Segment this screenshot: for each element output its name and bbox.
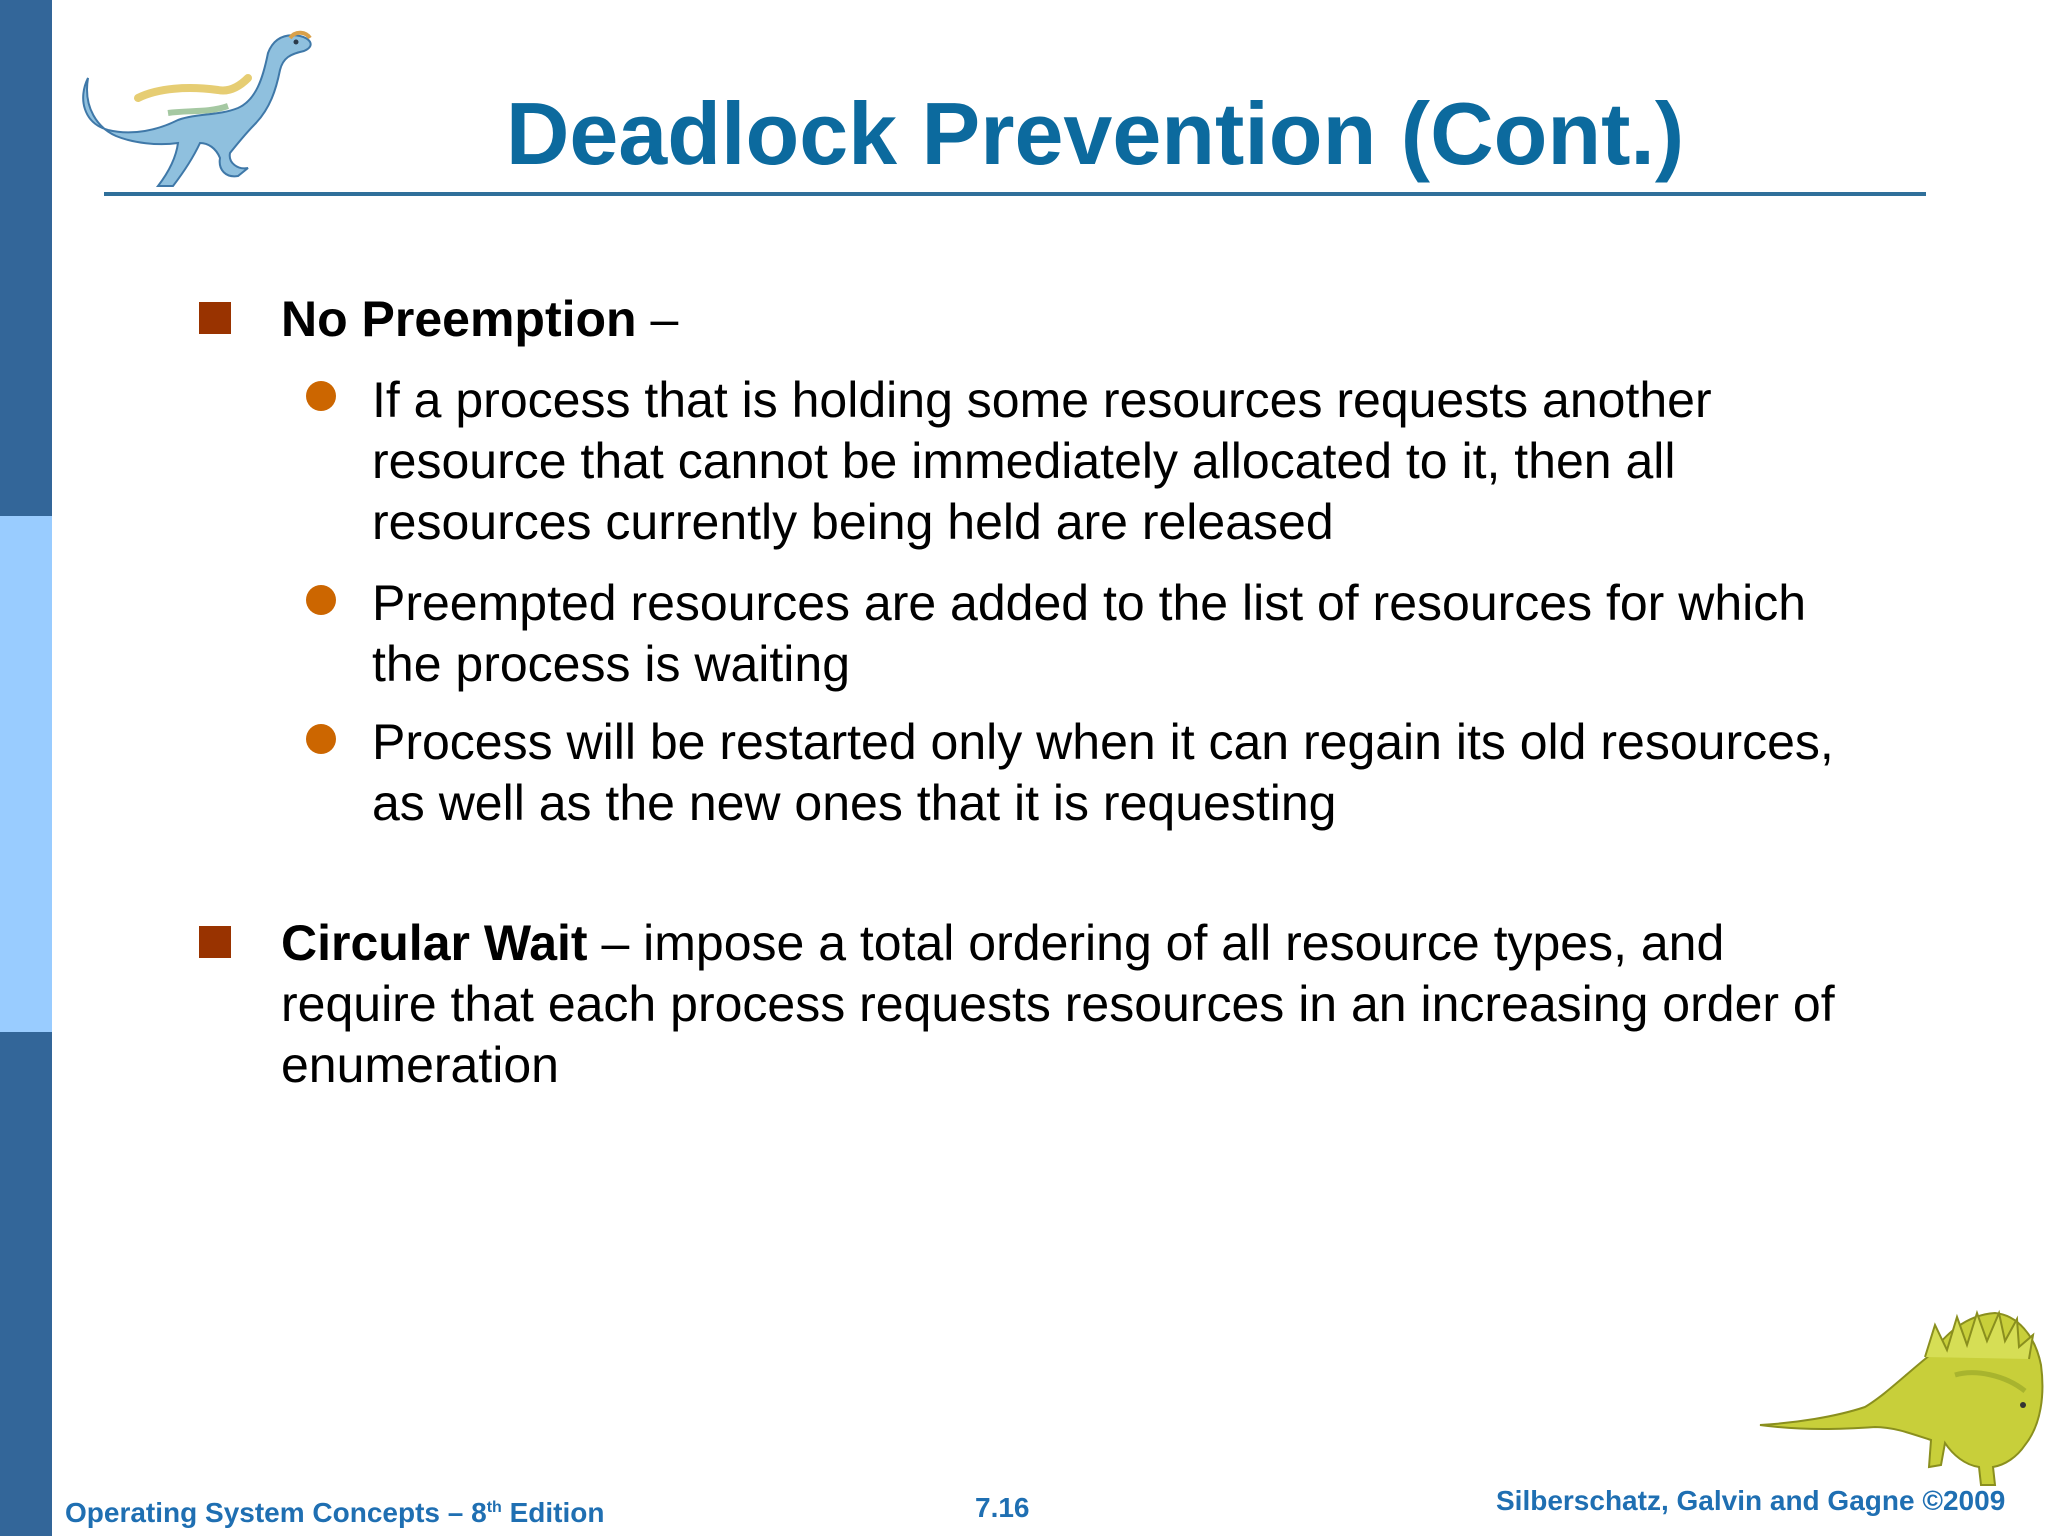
footer-superscript: th [486, 1499, 502, 1516]
sub-bullet-line: Preempted resources are added to the list of resources for which [372, 575, 1807, 631]
bullet-text: – impose a total ordering of all resource types, and [587, 915, 1725, 971]
sub-bullet-line: resource that cannot be immediately allocated to it, then all [372, 433, 1676, 489]
page-title: Deadlock Prevention (Cont.) [505, 84, 1685, 183]
footer-text: Edition [501, 1497, 605, 1528]
square-bullet-icon [199, 302, 231, 334]
sub-bullet-3 [372, 712, 1912, 834]
footer-text: Operating System Concepts – 8 [65, 1497, 487, 1528]
sub-bullet-line: resources currently being held are released [372, 494, 1334, 550]
footer-book-title [65, 1491, 604, 1530]
bullet-heading: No Preemption [281, 291, 637, 347]
bullet-circular-wait [281, 913, 1901, 1096]
round-bullet-icon [306, 585, 336, 615]
footer-authors: Silberschatz, Galvin and Gagne ©2009 [1496, 1485, 2006, 1516]
bullet-heading: Circular Wait [281, 915, 588, 971]
sub-bullet-line: as well as the new ones that it is requesting [372, 775, 1337, 831]
sub-bullet-line: the process is waiting [372, 636, 851, 692]
square-bullet-icon [199, 926, 231, 958]
sub-bullet-line: If a process that is holding some resources requests another [372, 372, 1712, 428]
bullet-line: require that each process requests resources in an increasing order of [281, 976, 1835, 1032]
dinosaur-icon [1755, 1295, 2045, 1490]
page-number: 7.16 [975, 1492, 1030, 1523]
sub-bullet-2 [372, 573, 1912, 695]
round-bullet-icon [306, 381, 336, 411]
sub-bullet-1 [372, 370, 1912, 553]
bullet-text: – [636, 291, 679, 347]
sub-bullet-line: Process will be restarted only when it can regain its old resources, [372, 714, 1834, 770]
bullet-line: enumeration [281, 1037, 559, 1093]
bullet-no-preemption [281, 289, 1901, 350]
bullet-line [281, 913, 1901, 974]
round-bullet-icon [306, 724, 336, 754]
